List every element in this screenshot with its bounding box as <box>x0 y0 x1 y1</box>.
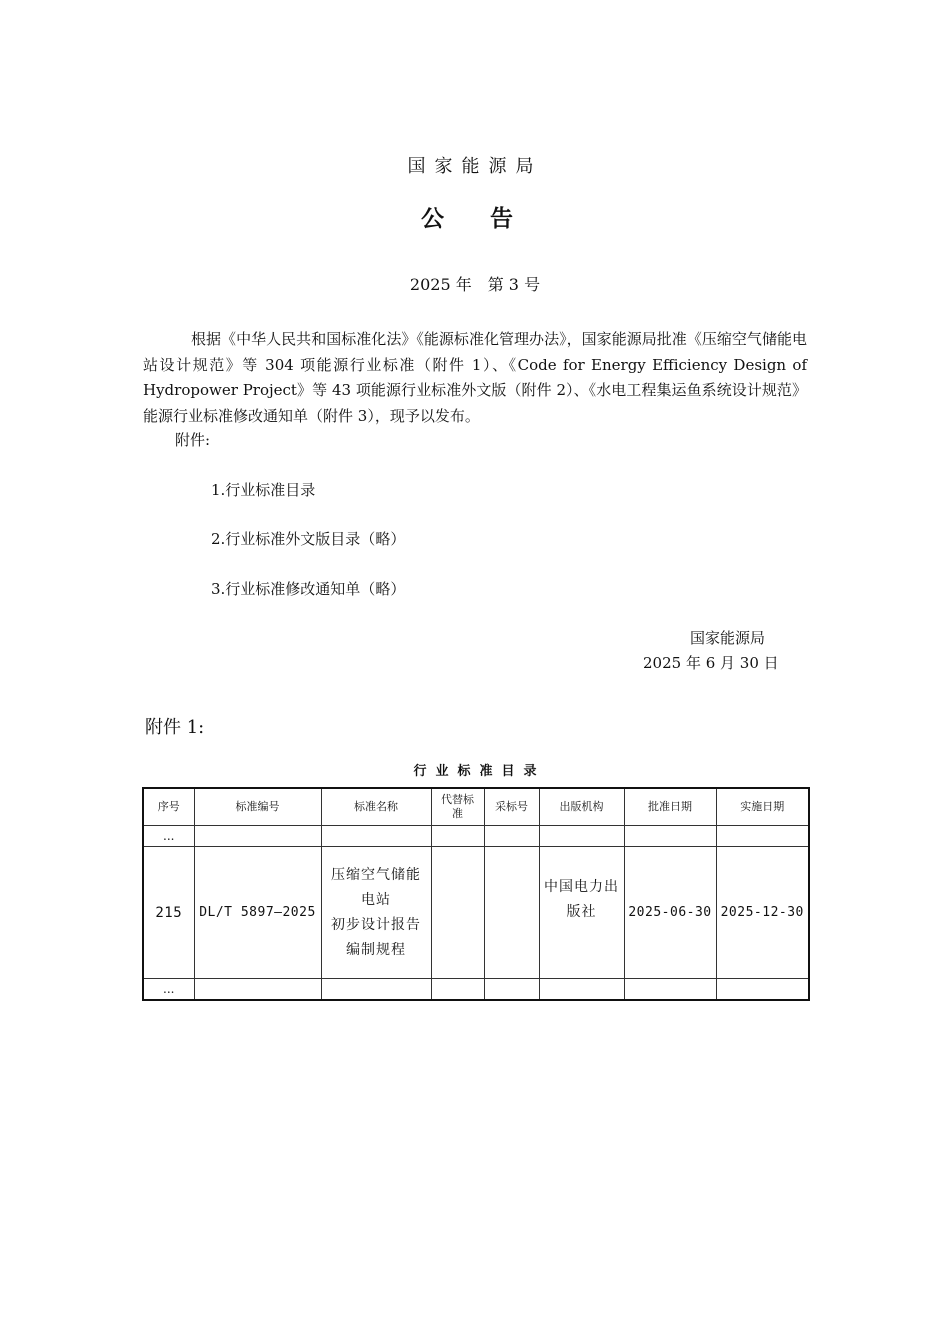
signature-org: 国家能源局 <box>690 629 766 647</box>
publisher-line: 版社 <box>566 904 597 920</box>
cell-code: DL/T 5897—2025 <box>194 847 321 979</box>
column-header: 标准名称 <box>321 788 431 826</box>
column-header: 实施日期 <box>716 788 809 826</box>
cell-no: ... <box>143 979 194 1001</box>
cell-publisher <box>539 979 624 1001</box>
table-title: 行业标准目录 <box>413 764 546 779</box>
table-row <box>143 826 809 847</box>
cell-replaces <box>431 979 484 1001</box>
cell-publisher <box>539 826 624 847</box>
cell-effective-date: 2025-12-30 <box>716 847 809 979</box>
table-header-row <box>143 788 809 826</box>
cell-name <box>321 847 431 979</box>
name-line: 电站 <box>361 891 391 908</box>
cell-no: ... <box>143 826 194 847</box>
announcement-title: 公告 <box>421 206 559 232</box>
cell-replaces <box>431 847 484 979</box>
issuing-agency: 国家能源局 <box>407 156 543 177</box>
column-header: 出版机构 <box>539 788 624 826</box>
signature-date: 2025 年 6 月 30 日 <box>643 654 779 672</box>
attachment-item: 1.行业标准目录 <box>211 481 316 499</box>
issue-number: 2025 年 第 3 号 <box>409 275 541 294</box>
attachment-item: 2.行业标准外文版目录（略） <box>211 530 406 548</box>
column-header: 标准编号 <box>194 788 321 826</box>
cell-publisher <box>539 847 624 979</box>
cell-adopt <box>484 979 539 1001</box>
announcement-body: 根据《中华人民共和国标准化法》《能源标准化管理办法》，国家能源局批准《压缩空气储能电站设计规范》等 304 项能源行业标准（附件 1）、《Code for Energy Efficiency Design of Hydropower Project》等 43 项能源行业标准外文版（附件 2）、《水电工程集运鱼系统设计规范》能源行业标准修改通知单（附件 3），现予以发布。 <box>143 330 807 425</box>
cell-replaces <box>431 826 484 847</box>
cell-name <box>321 979 431 1001</box>
publisher-line: 中国电力出 <box>544 879 619 895</box>
cell-effective-date <box>716 826 809 847</box>
column-header: 采标号 <box>484 788 539 826</box>
attachments-label: 附件: <box>175 431 211 449</box>
cell-code <box>194 979 321 1001</box>
table-row <box>143 847 809 979</box>
table-row <box>143 979 809 1001</box>
name-line: 初步设计报告 <box>331 916 421 933</box>
name-line: 编制规程 <box>346 941 406 958</box>
cell-name <box>321 826 431 847</box>
column-header: 批准日期 <box>624 788 716 826</box>
cell-no: 215 <box>143 847 194 979</box>
cell-code <box>194 826 321 847</box>
cell-approve-date <box>624 826 716 847</box>
cell-adopt <box>484 847 539 979</box>
cell-approve-date: 2025-06-30 <box>624 847 716 979</box>
column-header: 序号 <box>143 788 194 826</box>
cell-approve-date <box>624 979 716 1001</box>
column-header: 代替标准 <box>431 788 484 826</box>
name-line: 压缩空气储能 <box>331 866 421 883</box>
cell-adopt <box>484 826 539 847</box>
cell-effective-date <box>716 979 809 1001</box>
standards-table <box>142 787 810 1001</box>
attachment-item: 3.行业标准修改通知单（略） <box>211 580 406 598</box>
attachment1-label: 附件 1: <box>145 717 205 738</box>
